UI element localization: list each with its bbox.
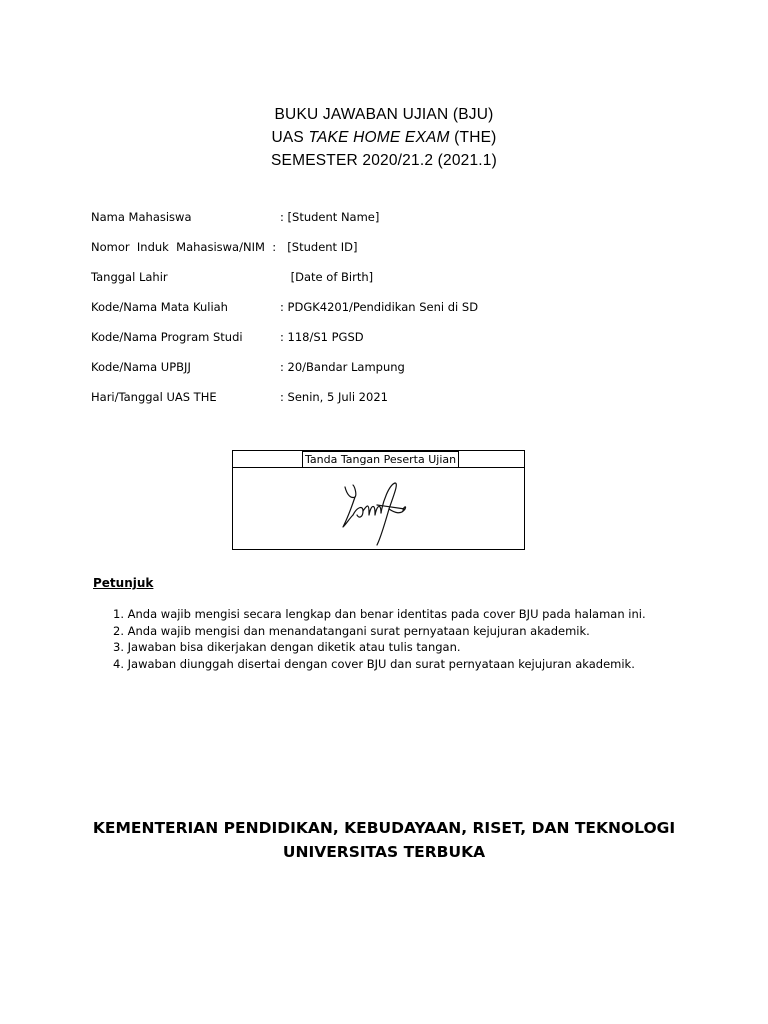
list-item: 1. Anda wajib mengisi secara lengkap dan benar identitas pada cover BJU pada halaman ini. [113,607,646,621]
field-label: Kode/Nama UPBJJ [91,360,191,374]
signature-image [333,475,423,551]
instructions-list [113,606,713,672]
title-line-2-suffix: (THE) [449,129,497,146]
field-value: : 20/Bandar Lampung [280,360,405,374]
field-value: : 118/S1 PGSD [280,330,364,344]
title-line-2-italic: TAKE HOME EXAM [308,129,450,146]
field-label: Kode/Nama Mata Kuliah [91,300,228,314]
instructions-title: Petunjuk [93,576,154,590]
field-row-course [91,298,691,328]
field-label: Nomor Induk Mahasiswa/NIM : [91,240,277,254]
field-label: Tanggal Lahir [91,270,168,284]
field-value: : [Student Name] [280,210,380,224]
title-line-2-prefix: UAS [271,129,309,146]
field-label: Kode/Nama Program Studi [91,330,243,344]
field-row-name [91,208,691,238]
field-label: Hari/Tanggal UAS THE [91,390,217,404]
signature-box [232,450,525,550]
list-item: 2. Anda wajib mengisi dan menandatangani surat pernyataan kejujuran akademik. [113,623,590,638]
field-row-upbjj [91,358,691,388]
field-row-student-id [91,238,691,268]
field-label: Nama Mahasiswa [91,210,192,224]
title-line-1: BUKU JAWABAN UJIAN (BJU) [274,106,494,123]
ministry-name: KEMENTERIAN PENDIDIKAN, KEBUDAYAAN, RISET, DAN TEKNOLOGI [92,819,676,837]
field-value: [Student ID] [280,240,358,254]
field-value: : PDGK4201/Pendidikan Seni di SD [280,300,479,314]
field-value: : Senin, 5 Juli 2021 [280,390,388,404]
identity-fields [91,208,691,418]
field-row-program [91,328,691,358]
signature-header: Tanda Tangan Peserta Ujian [302,451,459,468]
title-line-2 [0,126,768,149]
field-row-exam-date [91,388,691,418]
field-value: [Date of Birth] [287,270,374,284]
field-row-birth-date [91,268,691,298]
institution-footer [0,816,768,864]
title-line-3: SEMESTER 2020/21.2 (2021.1) [271,152,497,169]
list-item: 3. Jawaban bisa dikerjakan dengan diketik atau tulis tangan. [113,640,461,654]
university-name: UNIVERSITAS TERBUKA [282,843,486,861]
list-item: 4. Jawaban diunggah disertai dengan cover BJU dan surat pernyataan kejujuran akademik. [113,656,635,671]
document-title [0,103,768,172]
